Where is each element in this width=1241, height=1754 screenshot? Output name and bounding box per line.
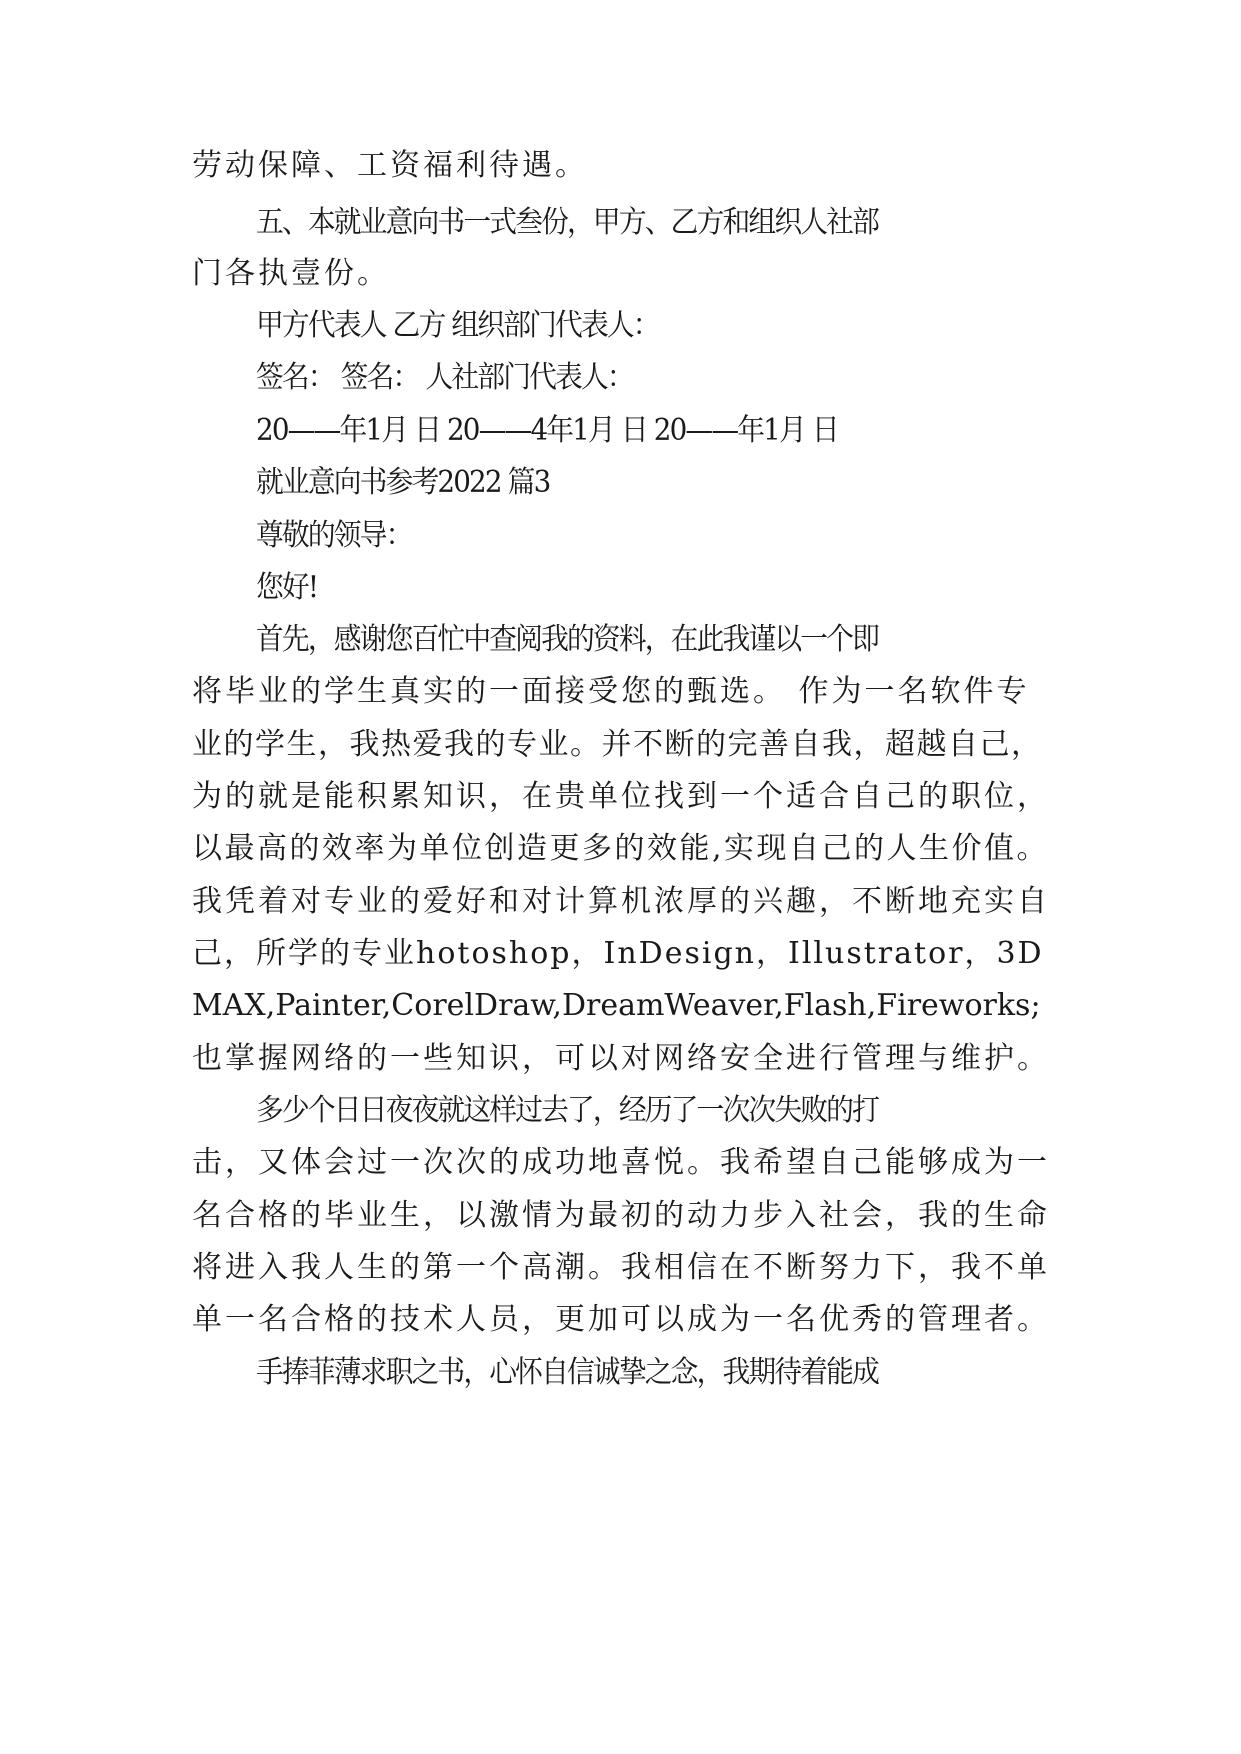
paragraph-line: 单一名合格的技术人员，更加可以成为一名优秀的管理者。: [192, 1302, 1050, 1337]
paragraph-line: 将进入我人生的第一个高潮。我相信在不断努力下，我不单: [192, 1250, 1050, 1285]
signature-line: 签名： 签名： 人社部门代表人：: [256, 360, 633, 395]
paragraph-line: 名合格的毕业生，以激情为最初的动力步入社会，我的生命: [192, 1198, 1050, 1233]
paragraph-line: 劳动保障、工资福利待遇。: [192, 148, 588, 183]
paragraph-line: 多少个日日夜夜就这样过去了，经历了一次次失败的打: [256, 1093, 878, 1128]
paragraph-line: 以最高的效率为单位创造更多的效能,实现自己的人生价值。: [192, 831, 1050, 866]
paragraph-line: 将毕业的学生真实的一面接受您的甄选。 作为一名软件专: [192, 674, 1030, 709]
paragraph-line: 手捧菲薄求职之书，心怀自信诚挚之念，我期待着能成: [256, 1355, 878, 1390]
greeting: 您好!: [256, 570, 318, 605]
salutation: 尊敬的领导：: [256, 518, 412, 553]
paragraph-line: MAX,Painter,CorelDraw,DreamWeaver,Flash,Fireworks;: [192, 988, 1041, 1023]
section-title: 就业意向书参考2022 篇3: [256, 465, 550, 500]
signature-heading: 甲方代表人 乙方 组织部门代表人：: [256, 308, 659, 343]
paragraph-line: 我凭着对专业的爱好和对计算机浓厚的兴趣，不断地充实自: [192, 884, 1050, 919]
date-line: 20——年1月 日 20——4年1月 日 20——年1月 日: [256, 413, 838, 448]
paragraph-line: 业的学生，我热爱我的专业。并不断的完善自我，超越自己，: [192, 727, 1043, 762]
paragraph-line: 击，又体会过一次次的成功地喜悦。我希望自己能够成为一: [192, 1145, 1050, 1180]
paragraph-line: 门各执壹份。: [192, 256, 390, 291]
paragraph-line: 己，所学的专业hotoshop，InDesign，Illustrator，3D: [192, 936, 1044, 971]
paragraph-line: 五、本就业意向书一式叁份，甲方、乙方和组织人社部: [256, 205, 878, 240]
paragraph-line: 首先，感谢您百忙中查阅我的资料，在此我谨以一个即: [256, 622, 878, 657]
paragraph-line: 也掌握网络的一些知识，可以对网络安全进行管理与维护。: [192, 1041, 1050, 1076]
paragraph-line: 为的就是能积累知识，在贵单位找到一个适合自己的职位，: [192, 779, 1050, 814]
